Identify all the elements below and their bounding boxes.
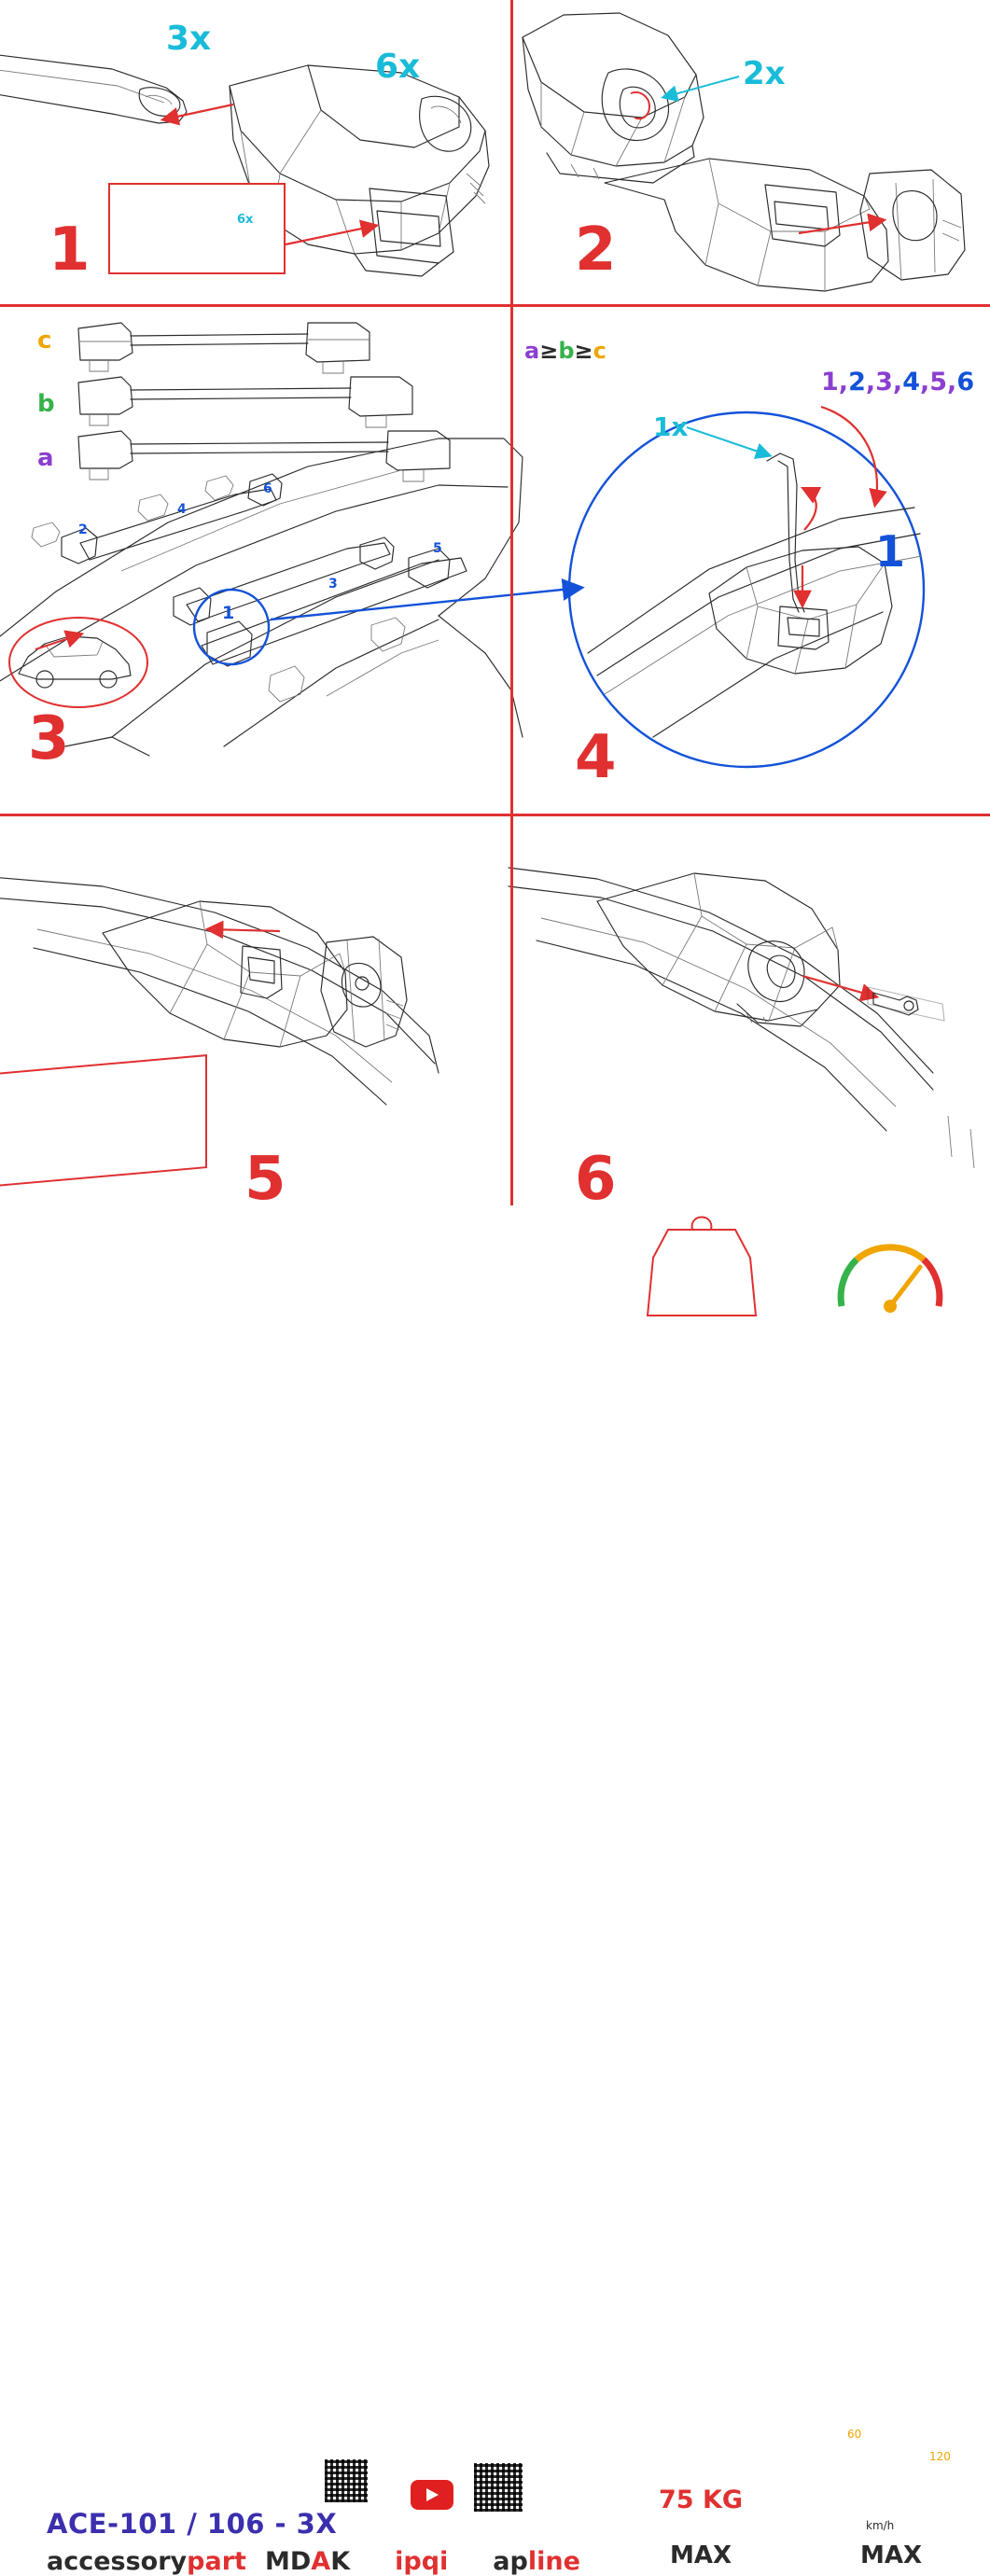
sequence-1: 1 bbox=[821, 368, 839, 397]
rail-position-6: 6 bbox=[263, 481, 272, 496]
step5-inset-frame bbox=[0, 1054, 207, 1187]
step-number-4: 4 bbox=[575, 723, 617, 792]
rail-position-2: 2 bbox=[78, 522, 88, 537]
rail-position-1: 1 bbox=[222, 603, 235, 623]
step4-first-position: 1 bbox=[875, 526, 906, 577]
section-divider-v1 bbox=[510, 0, 513, 304]
inequality-op2: ≥ bbox=[574, 338, 593, 364]
step3-zoom-circle bbox=[194, 590, 269, 664]
step4-detail-circle bbox=[569, 412, 924, 767]
speed-limit-max-label: MAX bbox=[860, 2541, 923, 2569]
inequality-c: c bbox=[593, 338, 607, 364]
profile-label-a: a bbox=[37, 444, 54, 472]
section-divider-v2 bbox=[510, 814, 513, 1205]
section-divider-v3 bbox=[510, 307, 513, 814]
speed-tick-120: 120 bbox=[929, 2450, 951, 2463]
brand-accessorypart bbox=[47, 2547, 246, 2576]
sequence-6: 6 bbox=[956, 368, 975, 397]
sequence-4: 4 bbox=[902, 368, 920, 397]
sequence-sep-5: , bbox=[947, 368, 957, 397]
profile-label-c: c bbox=[37, 327, 52, 355]
step6-key-icon bbox=[873, 993, 918, 1015]
step3-profile-b bbox=[78, 377, 412, 427]
step4-detail-content bbox=[588, 407, 922, 737]
footer bbox=[0, 1205, 990, 2576]
sequence-sep-4: , bbox=[919, 368, 930, 397]
quantity-callout-3x: 3x bbox=[166, 20, 212, 58]
sequence-sep-2: , bbox=[865, 368, 876, 397]
brand-part-text: part bbox=[187, 2547, 246, 2576]
step1-arrow-red bbox=[286, 226, 375, 244]
step2-arrow-cyan bbox=[664, 77, 739, 97]
step2-foot-top bbox=[523, 13, 704, 183]
step3-profile-a bbox=[78, 431, 450, 481]
quantity-callout-6x: 6x bbox=[375, 48, 421, 86]
quantity-callout-1x: 1x bbox=[653, 411, 689, 442]
rail-position-4: 4 bbox=[177, 502, 187, 517]
brand-apline-line: line bbox=[527, 2547, 580, 2576]
step-number-5: 5 bbox=[244, 1145, 286, 1214]
inequality-op1: ≥ bbox=[539, 338, 559, 364]
step3-to-step4-arrow bbox=[271, 588, 580, 620]
sequence-2: 2 bbox=[848, 368, 866, 397]
brand-mdak-a: A bbox=[311, 2547, 331, 2576]
brand-mdak-k: K bbox=[330, 2547, 351, 2576]
rail-position-5: 5 bbox=[433, 541, 442, 556]
profile-label-b: b bbox=[37, 390, 55, 418]
weight-limit-value: 75 KG bbox=[659, 2485, 744, 2514]
step6-drawing bbox=[509, 868, 974, 1168]
sequence-3: 3 bbox=[875, 368, 893, 397]
brand-apline bbox=[493, 2547, 580, 2576]
youtube-icon[interactable] bbox=[411, 2480, 453, 2510]
speed-unit-label: km/h bbox=[866, 2519, 895, 2532]
brand-apline-ap: ap bbox=[493, 2547, 528, 2576]
sequence-sep-1: , bbox=[838, 368, 849, 397]
qr-code-icon-apline[interactable] bbox=[474, 2463, 523, 2512]
brand-accessory-text: accessory bbox=[47, 2547, 188, 2576]
brand-mdak bbox=[265, 2547, 350, 2576]
step-number-1: 1 bbox=[49, 216, 91, 285]
partner-brands bbox=[265, 2547, 580, 2576]
step3-car-roof bbox=[0, 439, 523, 756]
qr-code-icon-scan[interactable] bbox=[325, 2459, 368, 2502]
weight-limit-max-label: MAX bbox=[670, 2541, 732, 2569]
quantity-callout-inset-6x: 6x bbox=[237, 213, 254, 227]
sequence-sep-3: , bbox=[892, 368, 903, 397]
step3-profile-c bbox=[78, 323, 370, 373]
product-model-code: ACE-101 / 106 - 3X bbox=[47, 2508, 338, 2540]
brand-mdak-md: MD bbox=[265, 2547, 312, 2576]
step-number-6: 6 bbox=[575, 1145, 617, 1214]
step1-arrow-bar bbox=[164, 104, 233, 119]
step2-bar-and-endcap bbox=[605, 159, 965, 291]
step4-arrow-cyan bbox=[687, 427, 769, 455]
rail-position-3: 3 bbox=[328, 577, 338, 592]
step-number-2: 2 bbox=[575, 216, 617, 285]
step3-car-thumbnail bbox=[9, 618, 147, 707]
inequality-b: b bbox=[558, 338, 575, 364]
quantity-callout-2x: 2x bbox=[743, 55, 786, 92]
inequality-a: a bbox=[524, 338, 540, 364]
section-divider-2 bbox=[0, 814, 990, 816]
tightening-sequence bbox=[821, 368, 974, 397]
step1-inset-frame bbox=[108, 183, 286, 274]
step1-crossbar bbox=[0, 54, 187, 123]
speed-tick-60: 60 bbox=[847, 2428, 862, 2441]
section-divider-1 bbox=[0, 304, 990, 307]
inequality-note bbox=[524, 338, 607, 364]
sequence-5: 5 bbox=[929, 368, 948, 397]
step-number-3: 3 bbox=[28, 704, 70, 773]
brand-ipqi: ipqi bbox=[395, 2547, 449, 2576]
